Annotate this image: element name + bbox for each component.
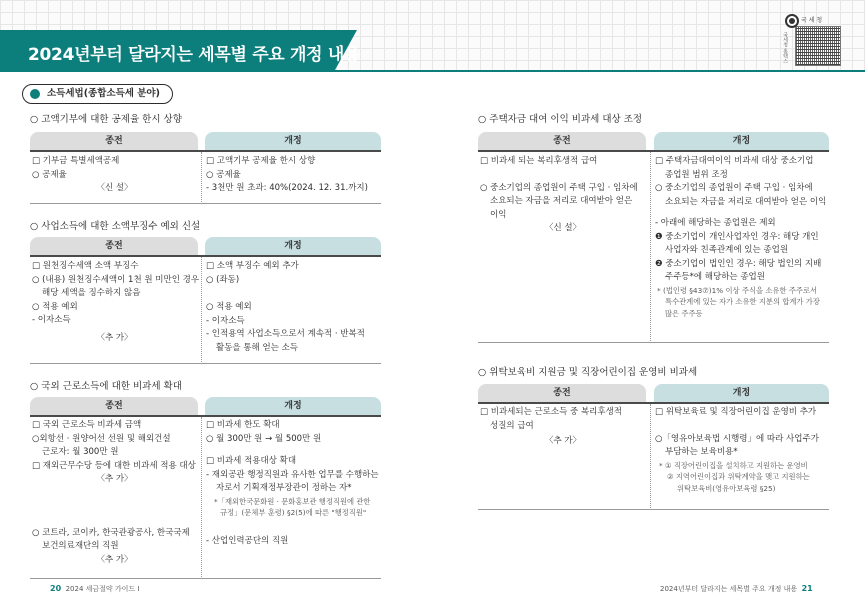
- text-line: □ 위탁보육료 및 직장어린이집 운영비 추가: [655, 407, 817, 417]
- footer-left: [50, 584, 139, 594]
- column-divider: [201, 152, 202, 202]
- category-chip-label: 소득세법(종합소득세 분야): [47, 88, 160, 99]
- before-cell: [480, 155, 646, 236]
- text-line: 종업원 범위 조정: [665, 169, 728, 180]
- category-chip: [22, 84, 173, 104]
- text-line: □ 비과세 한도 확대: [206, 420, 280, 430]
- text-line: - 이자소득: [32, 315, 71, 325]
- after-cell: [206, 419, 381, 548]
- footnote-line: 규정」(문체부 훈령) §2(5)에 따른 "행정직원": [220, 508, 367, 517]
- table-rule: [30, 363, 381, 364]
- text-line: 부담하는 보육비용*: [665, 447, 738, 457]
- text-line: ❶ 중소기업이 개인사업자인 경우: 해당 개인: [655, 231, 819, 242]
- qr-side-text: 국세청 홈택스: [782, 32, 788, 64]
- text-line: 활동을 통해 얻는 소득: [216, 342, 299, 353]
- text-line: - 인적용역 사업소득으로서 계속적 · 반복적: [206, 329, 365, 339]
- col-header-after: 개정: [654, 384, 829, 402]
- text-line: ○ 중소기업의 종업원이 주택 구입 · 임차에: [655, 183, 813, 193]
- col-header-after: 개정: [205, 132, 381, 150]
- footnote-line: ② 지역어린이집과 위탁계약을 맺고 지원하는: [667, 472, 810, 481]
- section-title-housing-loan: ○ 주택자금 대여 이익 비과세 대상 조정: [478, 114, 643, 125]
- column-divider: [201, 257, 202, 362]
- text-line: □ 비과세 되는 복리후생적 급여: [480, 156, 598, 166]
- text-line: 자로서 기획재정부장관이 정하는 자*: [216, 483, 352, 493]
- chip-dot-icon: [30, 89, 40, 99]
- text-line: 〈신 설〉: [544, 223, 582, 233]
- text-line: 〈추 가〉: [96, 474, 133, 484]
- text-line: 소요되는 자금을 저리로 대여받아 얻은 이익: [665, 196, 827, 207]
- table-rule: [30, 255, 381, 257]
- qr-code-icon: [795, 26, 841, 66]
- after-cell: [206, 260, 381, 355]
- text-line: - 산업인력공단의 직원: [206, 535, 289, 546]
- col-header-before: 종전: [30, 237, 198, 255]
- table-rule: [478, 150, 829, 152]
- col-header-after: 개정: [205, 237, 381, 255]
- text-line: □ 국외 근로소득 비과세 금액: [32, 420, 142, 430]
- text-line: ○ 적용 예외: [206, 302, 252, 312]
- text-line: ○ 코트라, 코이카, 한국관광공사, 한국국제: [32, 527, 190, 538]
- table-rule: [478, 342, 829, 343]
- text-line: 이익: [490, 209, 507, 220]
- before-cell: [32, 155, 197, 196]
- col-header-before: 종전: [478, 132, 646, 150]
- text-line: □ 비과세되는 근로소득 중 복리후생적: [480, 407, 623, 417]
- page-number-right: 21: [801, 584, 813, 593]
- table-rule: [478, 509, 829, 510]
- text-line: ○ (좌동): [206, 274, 240, 285]
- after-cell: [655, 155, 829, 319]
- col-header-after: 개정: [205, 397, 381, 415]
- footnote-line: * ① 직장어린이집을 설치하고 지원하는 운영비: [659, 460, 808, 470]
- section-title-childcare: ○ 위탁보육비 지원금 및 직장어린이집 운영비 비과세: [478, 367, 698, 378]
- text-line: □ 고액기부 공제율 한시 상향: [206, 156, 316, 166]
- footnote-line: * (법인령 §43⑦)1% 이상 주식을 소유한 주주로서: [657, 285, 818, 295]
- footnote-line: 특수관계에 있는 자가 소유한 지분의 합계가 가장: [665, 297, 820, 306]
- text-line: ○ 월 300만 원 → 월 500만 원: [206, 433, 322, 444]
- footer-right: [660, 584, 813, 594]
- text-line: 소요되는 자금을 저리로 대여받아 얻은: [490, 196, 633, 206]
- text-line: 〈추 가〉: [96, 332, 133, 343]
- table-rule: [30, 150, 381, 152]
- text-line: ○ 적용 예외: [32, 301, 78, 312]
- col-header-before: 종전: [30, 397, 198, 415]
- text-line: 주주등*에 해당하는 종업원: [665, 272, 765, 282]
- text-line: 해당 세액을 징수하지 않음: [42, 288, 141, 298]
- text-line: ○ 공제율: [206, 169, 241, 180]
- after-cell: [206, 155, 381, 196]
- footer-left-text: 2024 세금절약 가이드 Ⅰ: [65, 585, 140, 593]
- footnote-line: 위탁보육비(영유아보육령 §25): [677, 483, 776, 493]
- before-cell: [32, 260, 200, 345]
- text-line: 〈추 가〉: [96, 554, 133, 565]
- text-line: □ 소액 부징수 예외 추가: [206, 261, 299, 271]
- column-divider: [650, 404, 651, 508]
- text-line: ○ (내용) 원천징수세액이 1천 원 미만인 경우: [32, 274, 200, 285]
- table-rule: [30, 578, 381, 579]
- text-line: 〈추 가〉: [544, 436, 582, 446]
- text-line: □ 비과세 적용대상 확대: [206, 456, 297, 466]
- section-title-small-tax-exemption: ○ 사업소득에 대한 소액부징수 예외 신설: [30, 221, 201, 232]
- footnote-line: 많은 주주등: [665, 308, 703, 318]
- section-title-high-donation: ○ 고액기부에 대한 공제율 한시 상향: [30, 114, 182, 125]
- table-rule: [478, 402, 829, 404]
- text-line: - 이자소득: [206, 315, 245, 326]
- page-title: 2024년부터 달라지는 세목별 주요 개정 내용: [28, 45, 361, 65]
- page-header: [0, 0, 865, 70]
- text-line: 성질의 급여: [490, 420, 534, 431]
- text-line: ○ 공제율: [32, 169, 67, 180]
- text-line: - 3천만 원 초과: 40%(2024. 12. 31.까지): [206, 183, 368, 193]
- text-line: ○ 중소기업의 종업원이 주택 구입 · 임차에: [480, 182, 638, 193]
- text-line: □ 원천징수세액 소액 부징수: [32, 261, 139, 271]
- section-title-overseas-income: ○ 국외 근로소득에 대한 비과세 확대: [30, 381, 182, 392]
- table-rule: [30, 203, 381, 204]
- text-line: □ 재외근무수당 등에 대한 비과세 적용 대상: [32, 460, 196, 471]
- col-header-before: 종전: [478, 384, 646, 402]
- text-line: ❷ 중소기업이 법인인 경우: 해당 법인의 지배: [655, 258, 822, 269]
- before-cell: [32, 419, 197, 567]
- before-cell: [480, 406, 646, 449]
- footnote-line: *「재외한국문화원 · 문화홍보관 행정직원에 관한: [214, 496, 371, 506]
- col-header-before: 종전: [30, 132, 198, 150]
- header-divider: [0, 70, 865, 72]
- qr-code-block: [782, 14, 843, 66]
- text-line: - 아래에 해당하는 종업원은 제외: [655, 218, 776, 228]
- text-line: □ 기부금 특별세액공제: [32, 156, 120, 166]
- footer-right-text: 2024년부터 달라지는 세목별 주요 개정 내용: [660, 585, 798, 593]
- column-divider: [650, 152, 651, 341]
- text-line: □ 주택자금대여이익 비과세 대상 중소기업: [655, 156, 814, 166]
- after-cell: [655, 406, 829, 494]
- nts-logo-icon: [785, 14, 799, 28]
- text-line: 보건의료재단의 직원: [42, 541, 119, 551]
- text-line: ○「영유아보육법 시행령」에 따라 사업주가: [655, 433, 819, 444]
- text-line: ○외항선 · 원양어선 선원 및 해외건설: [32, 433, 171, 444]
- text-line: 사업자와 친족관계에 있는 종업원: [665, 245, 789, 255]
- col-header-after: 개정: [654, 132, 829, 150]
- column-divider: [201, 417, 202, 577]
- table-rule: [30, 415, 381, 417]
- text-line: 근로자: 월 300만 원: [42, 447, 119, 457]
- text-line: 〈신 설〉: [96, 183, 133, 193]
- text-line: - 재외공관 행정직원과 유사한 업무를 수행하는: [206, 469, 379, 480]
- qr-label: 국 세 청: [801, 17, 823, 24]
- page-number-left: 20: [50, 584, 62, 593]
